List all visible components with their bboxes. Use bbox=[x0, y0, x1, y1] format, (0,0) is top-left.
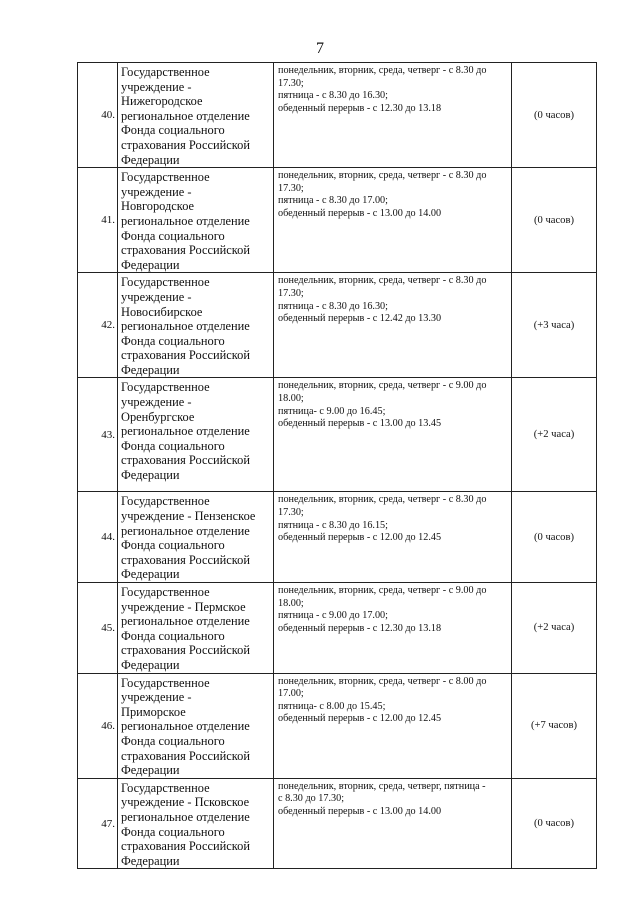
organization-name bbox=[118, 778, 274, 869]
organization-line: Государственное bbox=[121, 780, 210, 795]
hours-line: 18.00; bbox=[278, 393, 304, 405]
organization-line: Фонда социального bbox=[121, 824, 225, 839]
table-row bbox=[78, 583, 597, 674]
hours-line: 18.00; bbox=[278, 597, 304, 609]
hours-line: 17.30; bbox=[278, 507, 304, 519]
organization-line: учреждение - bbox=[121, 184, 192, 199]
organization-name bbox=[118, 673, 274, 778]
hours-line: пятница - с 9.00 до 17.00; bbox=[278, 610, 388, 622]
hours-line: понедельник, вторник, среда, четверг - с 9.00 до bbox=[278, 585, 487, 597]
organization-name bbox=[118, 273, 274, 378]
working-hours bbox=[274, 492, 512, 583]
organization-line: Фонда социального bbox=[121, 438, 225, 453]
hours-line: обеденный перерыв - с 12.42 до 13.30 bbox=[278, 313, 442, 325]
organization-line: Федерации bbox=[121, 658, 180, 672]
hours-line: пятница- с 9.00 до 16.45; bbox=[278, 405, 386, 417]
time-offset: (0 часов) bbox=[512, 492, 597, 583]
table-row bbox=[78, 492, 597, 583]
organization-line: Фонда социального bbox=[121, 228, 225, 243]
organization-line: Государственное bbox=[121, 675, 210, 690]
organization-name bbox=[118, 63, 274, 168]
schedule-table bbox=[77, 62, 597, 869]
hours-line: понедельник, вторник, среда, четверг, пятница - bbox=[278, 780, 486, 792]
organization-line: Государственное bbox=[121, 380, 210, 395]
organization-line: страхования Российской bbox=[121, 552, 250, 567]
working-hours bbox=[274, 673, 512, 778]
organization-line: Федерации bbox=[121, 257, 180, 272]
organization-line: страхования Российской bbox=[121, 839, 250, 854]
hours-line: 17.00; bbox=[278, 688, 304, 700]
organization-line: региональное отделение bbox=[121, 523, 250, 538]
hours-line: обеденный перерыв - с 12.00 до 12.45 bbox=[278, 532, 442, 544]
organization-line: учреждение - Псковское bbox=[121, 795, 250, 810]
time-offset: (+7 часов) bbox=[512, 673, 597, 778]
hours-line: обеденный перерыв - с 12.30 до 13.18 bbox=[278, 102, 442, 114]
organization-line: страхования Российской bbox=[121, 137, 250, 152]
organization-line: Новгородское bbox=[121, 199, 195, 214]
organization-line: Федерации bbox=[121, 853, 180, 868]
organization-line: Оренбургское bbox=[121, 409, 195, 424]
organization-line: Государственное bbox=[121, 65, 210, 79]
organization-line: страхования Российской bbox=[121, 748, 250, 763]
organization-line: Фонда социального bbox=[121, 333, 225, 348]
row-number: 46. bbox=[78, 673, 118, 778]
time-offset: (+3 часа) bbox=[512, 273, 597, 378]
organization-line: региональное отделение bbox=[121, 809, 250, 824]
organization-line: Государственное bbox=[121, 170, 210, 185]
organization-line: страхования Российской bbox=[121, 453, 250, 468]
hours-line: 17.30; bbox=[278, 287, 304, 299]
organization-line: страхования Российской bbox=[121, 348, 250, 363]
organization-line: учреждение - bbox=[121, 395, 192, 410]
organization-line: Приморское bbox=[121, 704, 186, 719]
organization-name bbox=[118, 378, 274, 492]
page-number: 7 bbox=[316, 40, 324, 57]
hours-line: обеденный перерыв - с 13.00 до 14.00 bbox=[278, 207, 442, 219]
organization-name bbox=[118, 492, 274, 583]
working-hours bbox=[274, 778, 512, 869]
row-number: 47. bbox=[78, 778, 118, 869]
organization-line: Фонда социального bbox=[121, 123, 225, 138]
row-number: 45. bbox=[78, 583, 118, 674]
hours-line: пятница- с 8.00 до 15.45; bbox=[278, 700, 386, 712]
organization-line: учреждение - Пензенское bbox=[121, 509, 256, 524]
time-offset: (+2 часа) bbox=[512, 378, 597, 492]
hours-line: пятница - с 8.30 до 17.00; bbox=[278, 195, 388, 207]
organization-line: Федерации bbox=[121, 152, 180, 167]
table-row bbox=[78, 63, 597, 168]
table-row bbox=[78, 273, 597, 378]
hours-line: понедельник, вторник, среда, четверг - с 8.30 до bbox=[278, 275, 487, 287]
hours-line: понедельник, вторник, среда, четверг - с 8.30 до bbox=[278, 170, 487, 182]
hours-line: обеденный перерыв - с 12.30 до 13.18 bbox=[278, 622, 442, 634]
hours-line: пятница - с 8.30 до 16.30; bbox=[278, 300, 388, 312]
time-offset: (+2 часа) bbox=[512, 583, 597, 674]
organization-line: региональное отделение bbox=[121, 719, 250, 734]
organization-line: страхования Российской bbox=[121, 643, 250, 658]
row-number: 43. bbox=[78, 378, 118, 492]
organization-line: учреждение - bbox=[121, 289, 192, 304]
organization-name bbox=[118, 168, 274, 273]
organization-line: Фонда социального bbox=[121, 733, 225, 748]
table-row bbox=[78, 778, 597, 869]
organization-line: Фонда социального bbox=[121, 628, 225, 643]
organization-line: Федерации bbox=[121, 567, 180, 582]
time-offset: (0 часов) bbox=[512, 778, 597, 869]
organization-line: Нижегородское bbox=[121, 94, 203, 109]
hours-line: обеденный перерыв - с 13.00 до 13.45 bbox=[278, 418, 442, 430]
working-hours bbox=[274, 583, 512, 674]
hours-line: 17.30; bbox=[278, 182, 304, 194]
working-hours bbox=[274, 168, 512, 273]
row-number: 44. bbox=[78, 492, 118, 583]
time-offset: (0 часов) bbox=[512, 168, 597, 273]
working-hours bbox=[274, 63, 512, 168]
organization-line: Государственное bbox=[121, 275, 210, 290]
organization-line: Федерации bbox=[121, 468, 180, 483]
hours-line: понедельник, вторник, среда, четверг - с 8.00 до bbox=[278, 675, 487, 687]
working-hours bbox=[274, 273, 512, 378]
table-row bbox=[78, 378, 597, 492]
hours-line: 17.30; bbox=[278, 77, 304, 89]
table-row bbox=[78, 673, 597, 778]
organization-line: учреждение - Пермское bbox=[121, 599, 246, 614]
hours-line: с 8.30 до 17.30; bbox=[278, 793, 345, 805]
organization-line: Государственное bbox=[121, 494, 210, 509]
hours-line: понедельник, вторник, среда, четверг - с 8.30 до bbox=[278, 65, 487, 76]
organization-name bbox=[118, 583, 274, 674]
hours-line: обеденный перерыв - с 12.00 до 12.45 bbox=[278, 713, 442, 725]
organization-line: региональное отделение bbox=[121, 319, 250, 334]
organization-line: региональное отделение bbox=[121, 108, 250, 123]
organization-line: Федерации bbox=[121, 362, 180, 377]
organization-line: учреждение - bbox=[121, 690, 192, 705]
hours-line: пятница - с 8.30 до 16.15; bbox=[278, 519, 388, 531]
hours-line: понедельник, вторник, среда, четверг - с 9.00 до bbox=[278, 380, 487, 392]
organization-line: Фонда социального bbox=[121, 538, 225, 553]
organization-line: региональное отделение bbox=[121, 614, 250, 629]
organization-line: региональное отделение bbox=[121, 424, 250, 439]
time-offset: (0 часов) bbox=[512, 63, 597, 168]
organization-line: Государственное bbox=[121, 585, 210, 600]
organization-line: Федерации bbox=[121, 763, 180, 778]
table-row bbox=[78, 168, 597, 273]
hours-line: обеденный перерыв - с 13.00 до 14.00 bbox=[278, 805, 442, 817]
organization-line: Новосибирское bbox=[121, 304, 203, 319]
row-number: 41. bbox=[78, 168, 118, 273]
hours-line: пятница - с 8.30 до 16.30; bbox=[278, 90, 388, 102]
hours-line: понедельник, вторник, среда, четверг - с 8.30 до bbox=[278, 494, 487, 506]
working-hours bbox=[274, 378, 512, 492]
organization-line: страхования Российской bbox=[121, 243, 250, 258]
organization-line: учреждение - bbox=[121, 79, 192, 94]
row-number: 42. bbox=[78, 273, 118, 378]
row-number: 40. bbox=[78, 63, 118, 168]
organization-line: региональное отделение bbox=[121, 213, 250, 228]
